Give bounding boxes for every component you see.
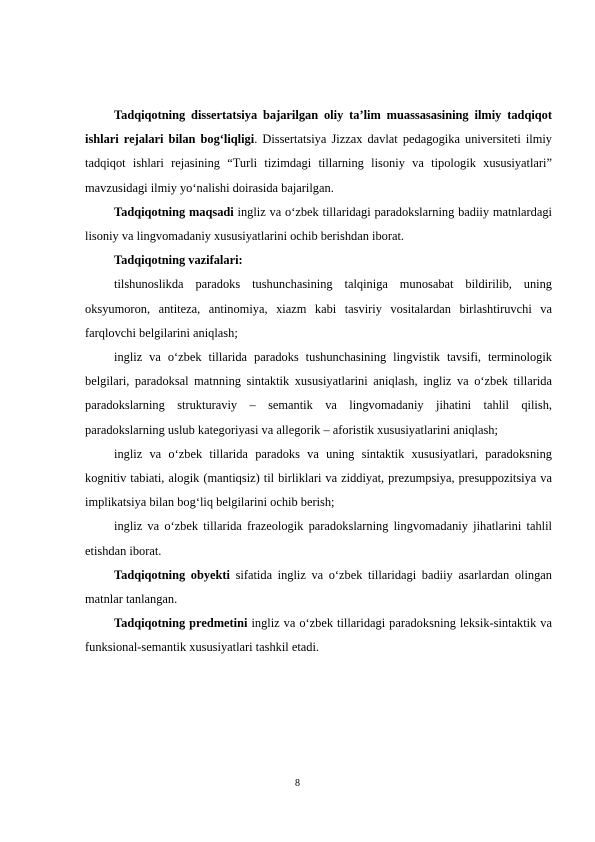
paragraph-object xyxy=(85,563,552,611)
paragraph-task-2 xyxy=(85,345,552,442)
paragraph-text: . Dissertatsiya Jizzax davlat pedagogika universiteti ilmiy tadqiqot ishlari rejasining “Turli tizimdagi tillarning lisoniy va tipologik xususiyatlari” mavzusidagi ilmiy yo‘nalishi doirasida bajarilgan. xyxy=(85,132,552,195)
paragraph-text: ingliz va o‘zbek tillaridagi paradoksning leksik-sintaktik va funksional-semantik xususiyatlari tashkil etadi. xyxy=(85,616,552,655)
page-number: 8 xyxy=(295,778,300,789)
paragraph-task-1 xyxy=(85,272,552,345)
paragraph-tasks-heading xyxy=(85,248,552,272)
paragraph-heading: Tadqiqotning vazifalari: xyxy=(114,253,243,268)
paragraph-heading: Tadqiqotning predmetini xyxy=(114,616,248,631)
paragraph-task-4 xyxy=(85,514,552,562)
paragraph-text: sifatida ingliz va o‘zbek tillaridagi badiiy asarlardan olingan matnlar tanlangan. xyxy=(85,567,552,607)
paragraph-subject xyxy=(85,611,552,659)
paragraph-text: ingliz va o‘zbek tillaridagi paradokslarning badiiy matnlardagi lisoniy va lingvomadaniy xususiyatlarini ochib berishdan iborat. xyxy=(85,204,552,244)
paragraph-heading: Tadqiqotning dissertatsiya bajarilgan oliy ta’lim muassasasining ilmiy tadqiqot ishlari rejalari bilan bog‘liqligi xyxy=(85,108,552,147)
paragraph-goal xyxy=(85,200,552,248)
paragraph-heading: Tadqiqotning obyekti xyxy=(114,567,231,582)
paragraph-heading: Tadqiqotning maqsadi xyxy=(114,204,234,219)
paragraph-text: ingliz va o‘zbek tillarida paradoks tushunchasining lingvistik tavsifi, terminologik belgilari, paradoksal matnning sintaktik xususiyatlarini aniqlash, ingliz va o‘zbek tillarida paradokslarning strukturaviy – semantik va lingvomadaniy jihatini tahlil qilish, paradokslarning uslub kategoriyasi va allegorik – aforistik xususiyatlarini aniqlash; xyxy=(85,350,552,437)
paragraph-text: ingliz va o‘zbek tillarida paradoks va uning sintaktik xususiyatlari, paradoksning kognitiv tabiati, alogik (mantiqsiz) til birliklari va ziddiyat, prezumpsiya, presuppozitsiya va implikatsiya bilan bog‘liq belgilarini ochib berish; xyxy=(85,446,552,510)
paragraph-text: tilshunoslikda paradoks tushunchasining talqiniga munosabat bildirilib, uning oksyumoron, antiteza, antinomiya, xiazm kabi tasviriy vositalardan birlashtiruvchi va farqlovchi belgilarini aniqlash; xyxy=(85,277,552,340)
paragraph-task-3 xyxy=(85,442,552,515)
paragraph-text: ingliz va o‘zbek tillarida frazeologik paradokslarning lingvomadaniy jihatlarini tahlil etishdan iborat. xyxy=(85,519,552,558)
document-body xyxy=(85,103,552,660)
paragraph-relevance xyxy=(85,103,552,200)
